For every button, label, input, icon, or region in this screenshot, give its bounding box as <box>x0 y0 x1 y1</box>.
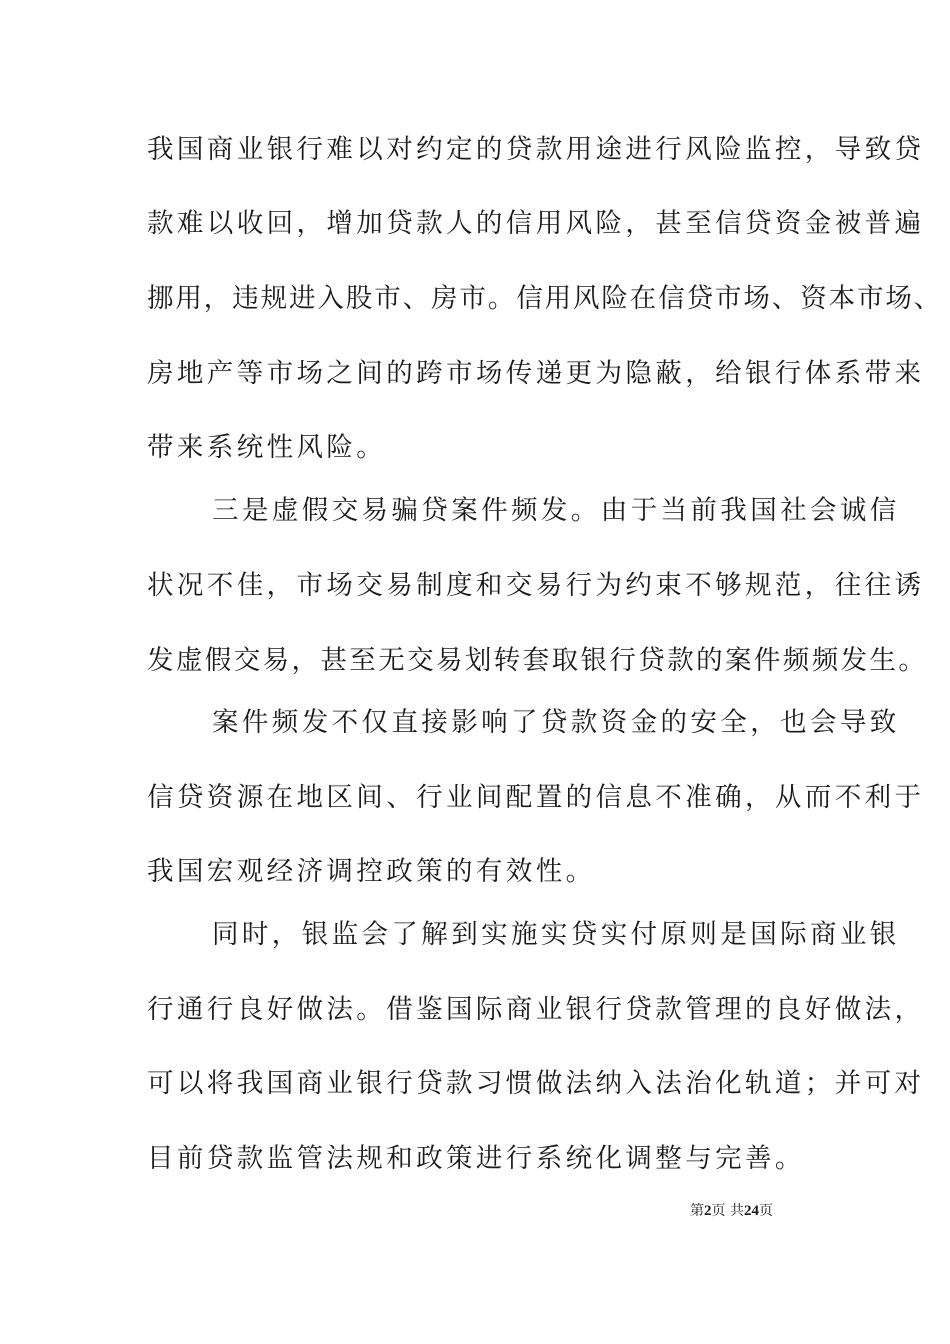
text-line: 我国宏观经济调控政策的有效性。 <box>147 856 596 887</box>
text-line: 带来系统性风险。 <box>147 432 387 463</box>
total-pages-number: 24 <box>743 1203 759 1219</box>
footer-middle: 页 共 <box>711 1203 744 1219</box>
text-line: 房地产等市场之间的跨市场传递更为隐蔽，给银行体系带来 <box>147 358 925 389</box>
footer-prefix: 第 <box>690 1203 704 1219</box>
current-page-number: 2 <box>704 1203 712 1219</box>
text-line: 行通行良好做法。借鉴国际商业银行贷款管理的良好做法， <box>147 994 925 1025</box>
footer-suffix: 页 <box>758 1203 773 1219</box>
text-line: 我国商业银行难以对约定的贷款用途进行风险监控，导致贷 <box>147 134 925 165</box>
text-line: 状况不佳，市场交易制度和交易行为约束不够规范，往往诱 <box>147 570 925 601</box>
text-line: 信贷资源在地区间、行业间配置的信息不准确，从而不利于 <box>147 782 925 813</box>
text-line: 目前贷款监管法规和政策进行系统化调整与完善。 <box>147 1143 805 1174</box>
text-line: 挪用，违规进入股市、房市。信用风险在信贷市场、资本市场、 <box>147 283 943 314</box>
text-line: 发虚假交易，甚至无交易划转套取银行贷款的案件频频发生。 <box>147 645 928 676</box>
paragraph-first-line: 三是虚假交易骗贷案件频发。由于当前我国社会诚信 <box>212 495 900 526</box>
text-line: 款难以收回，增加贷款人的信用风险，甚至信贷资金被普遍 <box>147 208 925 239</box>
paragraph-first-line: 同时，银监会了解到实施实贷实付原则是国际商业银 <box>212 919 900 950</box>
text-line: 可以将我国商业银行贷款习惯做法纳入法治化轨道；并可对 <box>147 1068 925 1099</box>
paragraph-first-line: 案件频发不仅直接影响了贷款资金的安全，也会导致 <box>212 707 900 738</box>
page-number-footer <box>690 1199 820 1223</box>
